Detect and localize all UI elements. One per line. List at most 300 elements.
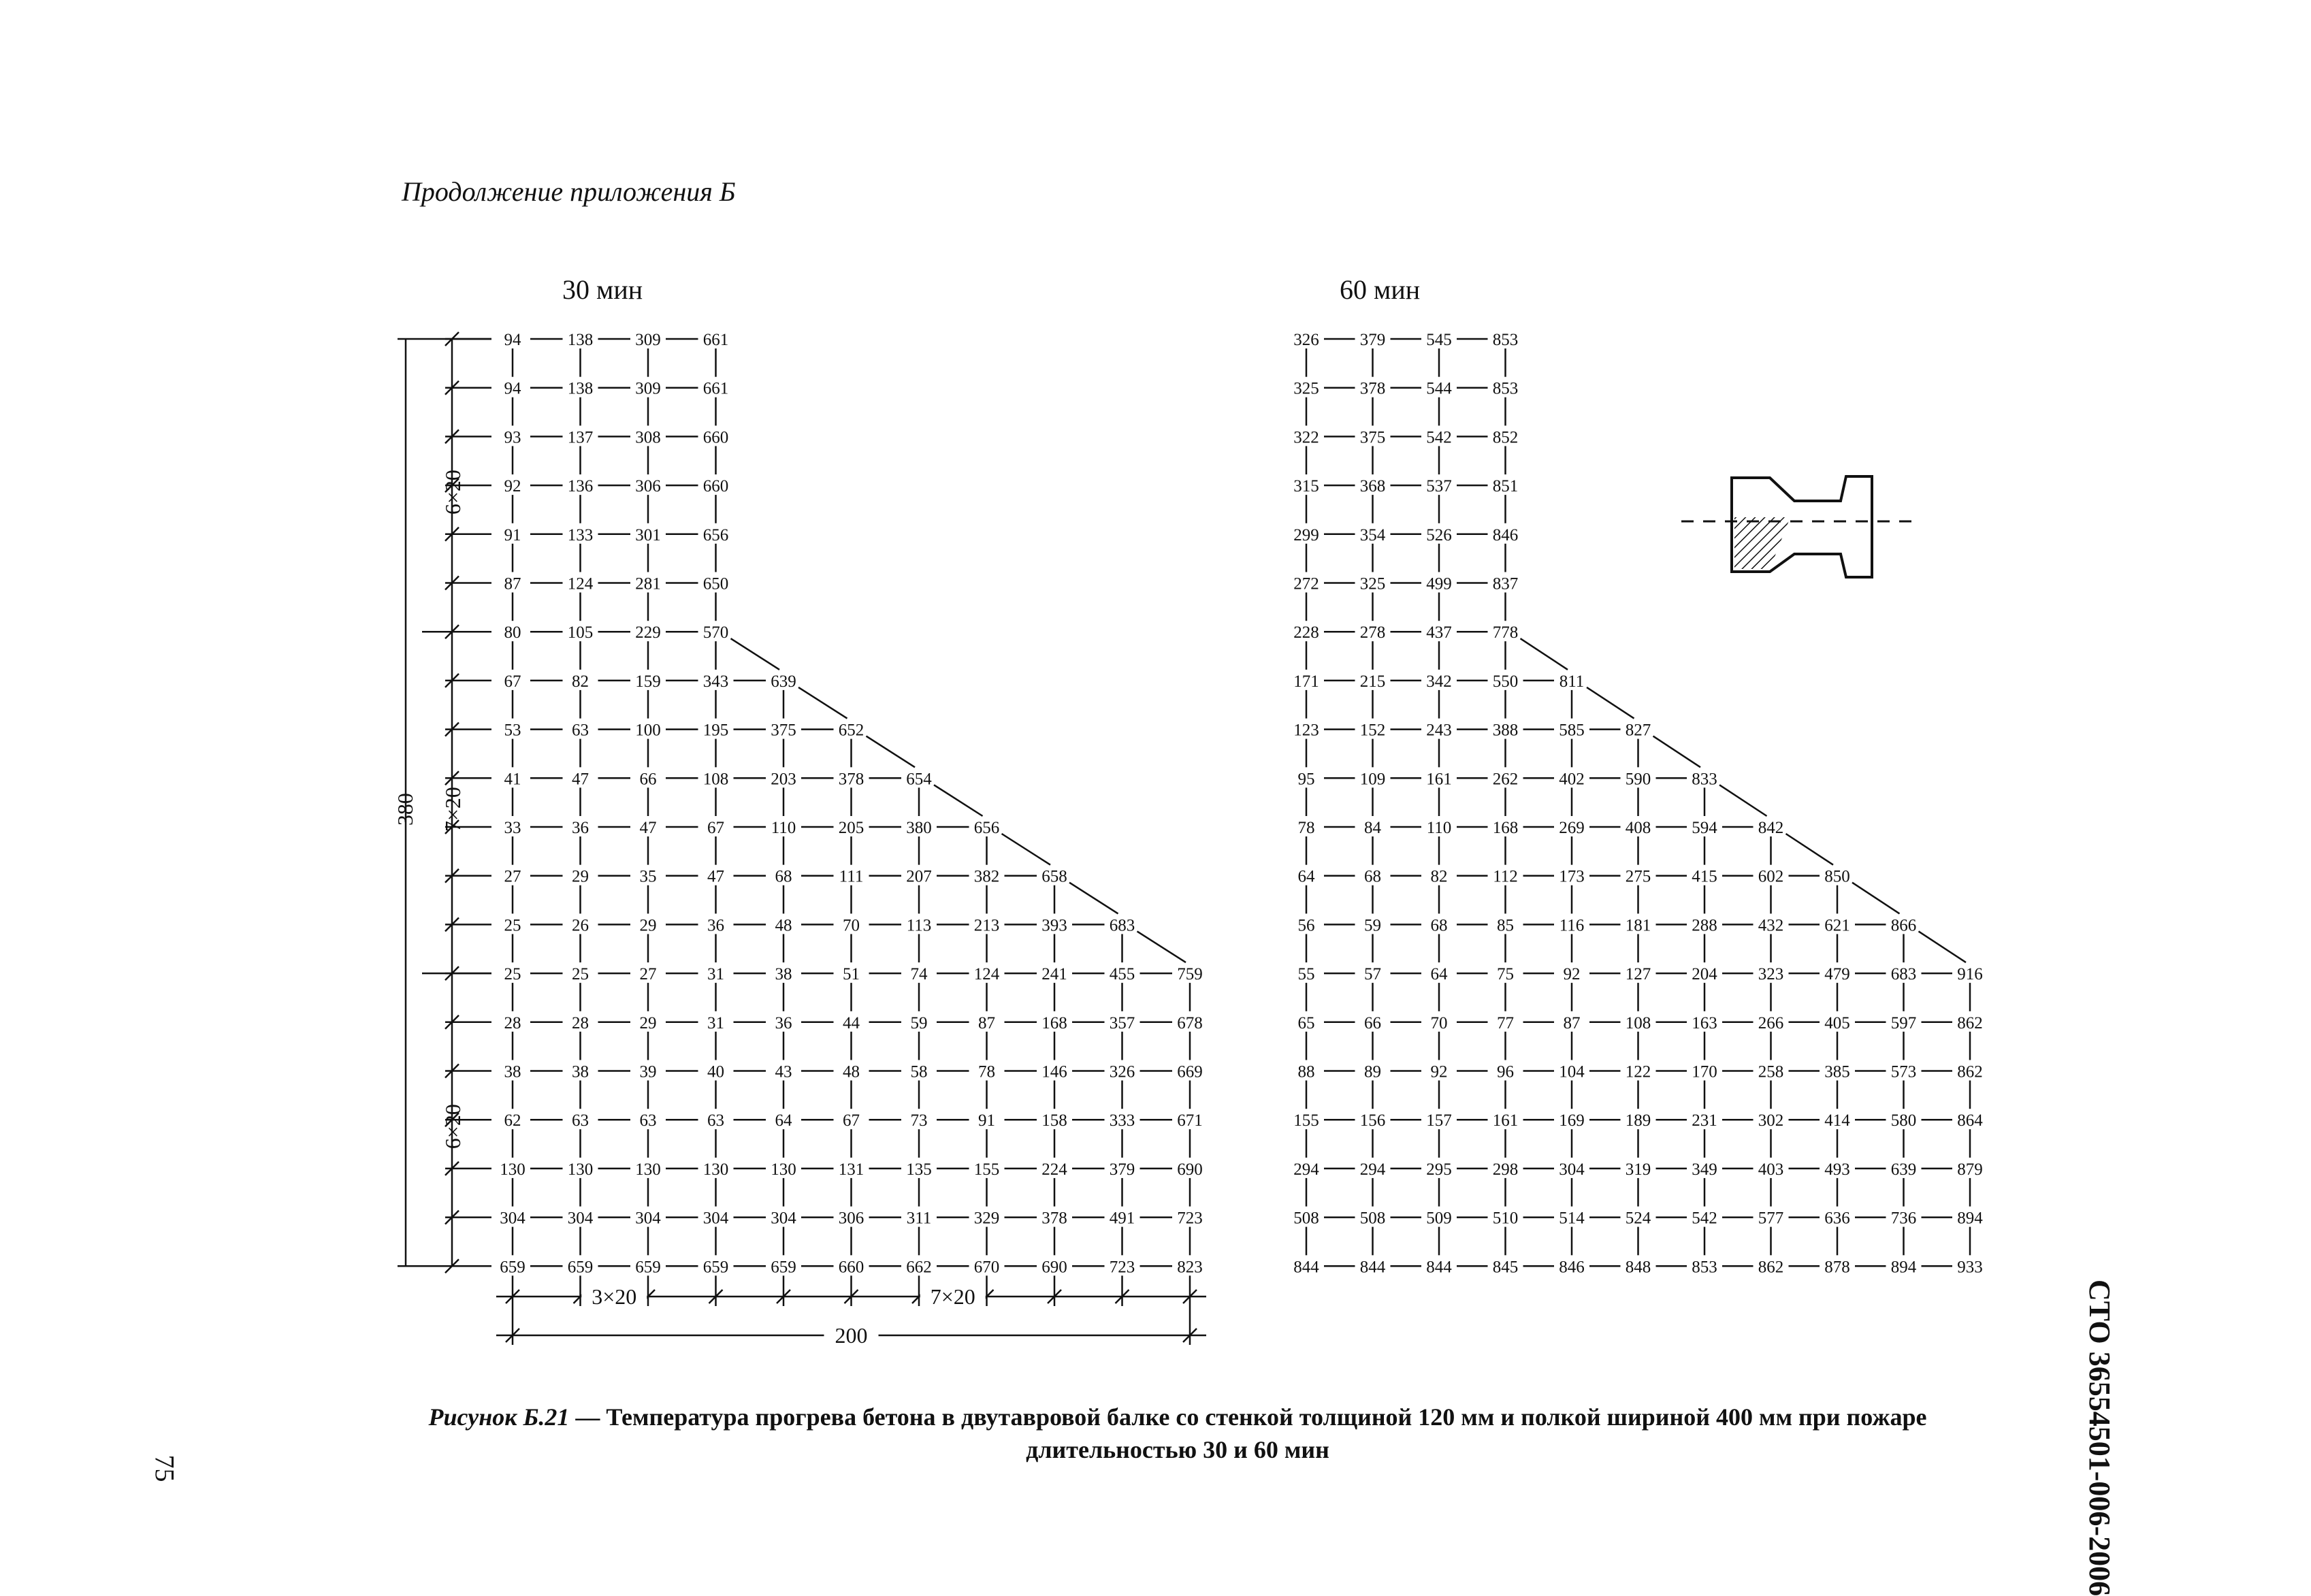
grid30-cell-value: 304	[635, 1209, 661, 1228]
panel-60-title: 60 мин	[1340, 274, 1421, 305]
grid30-cell-value: 660	[702, 428, 729, 447]
grid60-cell-value: 88	[1297, 1062, 1315, 1081]
grid30-cell-value: 661	[702, 379, 729, 398]
grid30-cell-value: 670	[973, 1258, 1000, 1277]
grid30-cell-value: 146	[1041, 1062, 1067, 1081]
grid30-cell-value: 70	[843, 916, 860, 935]
grid60-cell-value: 295	[1426, 1160, 1452, 1179]
dim-label-flange-width: 7×20	[930, 1284, 975, 1309]
grid30-cell-value: 224	[1041, 1160, 1067, 1179]
grid30-cell-value: 31	[707, 965, 724, 984]
grid60-cell-value: 181	[1625, 916, 1651, 935]
grid60-cell-value: 110	[1426, 819, 1452, 837]
grid60-cell-value: 84	[1364, 819, 1381, 837]
page-number: 75	[149, 1454, 180, 1482]
grid30-cell-value: 660	[838, 1258, 864, 1277]
grid30-cell-value: 690	[1177, 1160, 1203, 1179]
grid60-cell-value: 811	[1559, 672, 1585, 691]
grid60-cell-value: 639	[1890, 1160, 1917, 1179]
grid60-cell-value: 862	[1758, 1258, 1784, 1277]
grid60-cell-value: 325	[1293, 379, 1319, 398]
grid60-cell-value: 388	[1492, 721, 1519, 740]
grid30-cell-value: 304	[771, 1209, 796, 1228]
grid30-cell-value: 823	[1177, 1258, 1203, 1277]
grid30-cell-value: 28	[504, 1013, 521, 1032]
grid30-cell-value: 27	[639, 965, 657, 984]
grid30-cell-value: 111	[839, 867, 864, 886]
grid30-cell-value: 375	[771, 721, 796, 740]
grid30-cell-value: 108	[702, 770, 729, 789]
grid30-cell-value: 650	[702, 574, 729, 593]
grid30-cell-value: 138	[567, 379, 594, 398]
grid30-cell-value: 29	[572, 867, 589, 886]
grid30-cell-value: 639	[771, 672, 796, 691]
grid60-cell-value: 602	[1758, 867, 1784, 886]
grid60-cell-value: 269	[1559, 819, 1585, 837]
grid60-cell-value: 70	[1430, 1013, 1448, 1032]
grid30-cell-value: 136	[567, 477, 594, 496]
grid60-cell-value: 403	[1758, 1160, 1784, 1179]
grid60-cell-value: 894	[1890, 1258, 1917, 1277]
grid30-cell-value: 40	[707, 1062, 724, 1081]
grid30-diag-connector	[798, 687, 847, 719]
grid30-cell-value: 36	[775, 1013, 792, 1032]
grid30-cell-value: 105	[567, 623, 594, 642]
caption-label: Рисунок Б.21	[428, 1403, 570, 1431]
grid30-cell-value: 671	[1177, 1111, 1203, 1130]
grid30-cell-value: 64	[775, 1111, 792, 1130]
grid30-cell-value: 94	[504, 331, 521, 349]
grid30-cell-value: 92	[504, 477, 521, 496]
grid60-cell-value: 378	[1359, 379, 1386, 398]
grid60-cell-value: 508	[1359, 1209, 1386, 1228]
grid60-cell-value: 57	[1364, 965, 1381, 984]
grid60-cell-value: 104	[1559, 1062, 1585, 1081]
grid60-cell-value: 169	[1559, 1111, 1585, 1130]
grid60-cell-value: 302	[1758, 1111, 1784, 1130]
grid60-cell-value: 116	[1559, 916, 1585, 935]
grid60-cell-value: 266	[1758, 1013, 1784, 1032]
grid60-cell-value: 850	[1824, 867, 1850, 886]
grid60-cell-value: 379	[1359, 331, 1386, 349]
grid60-cell-value: 833	[1692, 770, 1717, 789]
grid60-cell-value: 78	[1297, 819, 1315, 837]
grid30-cell-value: 656	[702, 525, 729, 544]
grid60-cell-value: 827	[1625, 721, 1651, 740]
grid30-cell-value: 74	[910, 965, 928, 984]
grid60-cell-value: 92	[1430, 1062, 1448, 1081]
grid60-diag-connector	[1852, 883, 1900, 914]
grid60-cell-value: 845	[1492, 1258, 1519, 1277]
grid30-cell-value: 659	[771, 1258, 796, 1277]
grid60-cell-value: 878	[1824, 1258, 1850, 1277]
grid60-cell-value: 437	[1426, 623, 1452, 642]
grid60-cell-value: 778	[1492, 623, 1519, 642]
grid30-cell-value: 47	[707, 867, 724, 886]
grid30-cell-value: 63	[572, 721, 589, 740]
grid60-cell-value: 77	[1497, 1013, 1514, 1032]
grid30-cell-value: 58	[910, 1062, 928, 1081]
grid30-cell-value: 48	[775, 916, 792, 935]
grid60-cell-value: 862	[1957, 1013, 1983, 1032]
grid30-cell-value: 38	[572, 1062, 589, 1081]
grid60-cell-value: 275	[1625, 867, 1651, 886]
grid30-cell-value: 205	[838, 819, 864, 837]
grid60-cell-value: 163	[1692, 1013, 1717, 1032]
grid30-cell-value: 28	[572, 1013, 589, 1032]
grid60-diag-connector	[1919, 931, 1967, 962]
grid60-cell-value: 109	[1359, 770, 1386, 789]
grid30-cell-value: 659	[702, 1258, 729, 1277]
grid60-cell-value: 325	[1359, 574, 1386, 593]
grid-60-min	[1293, 331, 1983, 1276]
grid60-cell-value: 402	[1559, 770, 1585, 789]
grid60-cell-value: 621	[1824, 916, 1850, 935]
grid30-cell-value: 53	[504, 721, 521, 740]
grid60-cell-value: 92	[1563, 965, 1581, 984]
grid60-cell-value: 323	[1758, 965, 1784, 984]
grid60-cell-value: 68	[1364, 867, 1381, 886]
grid60-cell-value: 262	[1492, 770, 1519, 789]
grid60-cell-value: 354	[1359, 525, 1386, 544]
grid30-cell-value: 130	[567, 1160, 594, 1179]
grid30-cell-value: 67	[504, 672, 521, 691]
grid60-cell-value: 537	[1426, 477, 1452, 496]
grid30-cell-value: 195	[702, 721, 729, 740]
grid30-cell-value: 62	[504, 1111, 521, 1130]
grid60-cell-value: 514	[1559, 1209, 1585, 1228]
grid30-cell-value: 35	[639, 867, 657, 886]
grid60-cell-value: 112	[1493, 867, 1518, 886]
grid60-cell-value: 161	[1492, 1111, 1519, 1130]
grid30-cell-value: 329	[973, 1209, 1000, 1228]
dim-label-bottom-block: 6×20	[440, 1104, 465, 1150]
grid30-cell-value: 455	[1109, 965, 1135, 984]
grid60-cell-value: 415	[1692, 867, 1717, 886]
grid60-cell-value: 636	[1824, 1209, 1850, 1228]
grid30-cell-value: 78	[978, 1062, 995, 1081]
grid30-cell-value: 137	[567, 428, 594, 447]
grid60-cell-value: 844	[1293, 1258, 1319, 1277]
grid60-cell-value: 66	[1364, 1013, 1381, 1032]
grid30-cell-value: 723	[1109, 1258, 1135, 1277]
grid60-cell-value: 56	[1297, 916, 1315, 935]
grid60-cell-value: 299	[1293, 525, 1319, 544]
grid60-cell-value: 258	[1758, 1062, 1784, 1081]
grid60-cell-value: 152	[1359, 721, 1386, 740]
grid60-cell-value: 852	[1492, 428, 1519, 447]
grid30-cell-value: 91	[978, 1111, 995, 1130]
grid30-cell-value: 662	[906, 1258, 932, 1277]
grid30-diag-connector	[1002, 834, 1051, 865]
grid30-cell-value: 47	[572, 770, 589, 789]
grid60-diag-connector	[1719, 785, 1767, 816]
grid60-cell-value: 95	[1297, 770, 1315, 789]
grid30-diag-connector	[934, 785, 983, 816]
grid60-cell-value: 862	[1957, 1062, 1983, 1081]
grid60-diag-connector	[1786, 834, 1834, 865]
grid60-diag-connector	[1653, 736, 1701, 768]
grid60-cell-value: 278	[1359, 623, 1386, 642]
grid30-cell-value: 59	[910, 1013, 928, 1032]
grid60-cell-value: 75	[1497, 965, 1514, 984]
grid60-cell-value: 846	[1492, 525, 1519, 544]
grid30-cell-value: 63	[707, 1111, 724, 1130]
grid30-cell-value: 308	[635, 428, 661, 447]
grid60-cell-value: 319	[1625, 1160, 1651, 1179]
grid30-cell-value: 38	[504, 1062, 521, 1081]
grid30-cell-value: 39	[639, 1062, 657, 1081]
grid60-cell-value: 408	[1625, 819, 1651, 837]
grid30-cell-value: 661	[702, 331, 729, 349]
grid30-cell-value: 660	[702, 477, 729, 496]
grid30-cell-value: 130	[500, 1160, 526, 1179]
grid30-cell-value: 213	[973, 916, 1000, 935]
grid30-cell-value: 309	[635, 331, 661, 349]
grid30-cell-value: 113	[906, 916, 932, 935]
grid30-cell-value: 130	[771, 1160, 796, 1179]
grid30-cell-value: 207	[906, 867, 932, 886]
grid30-cell-value: 659	[567, 1258, 594, 1277]
grid60-cell-value: 85	[1497, 916, 1514, 935]
grid30-cell-value: 80	[504, 623, 521, 642]
grid30-cell-value: 44	[843, 1013, 860, 1032]
grid30-cell-value: 669	[1177, 1062, 1203, 1081]
grid30-cell-value: 678	[1177, 1013, 1203, 1032]
grid30-cell-value: 91	[504, 525, 521, 544]
grid30-cell-value: 159	[635, 672, 661, 691]
grid60-cell-value: 122	[1625, 1062, 1651, 1081]
grid30-cell-value: 87	[504, 574, 521, 593]
grid60-cell-value: 837	[1492, 574, 1519, 593]
grid60-cell-value: 157	[1426, 1111, 1452, 1130]
grid60-cell-value: 846	[1559, 1258, 1585, 1277]
grid30-cell-value: 393	[1041, 916, 1067, 935]
grid60-diag-connector	[1521, 638, 1568, 670]
grid60-cell-value: 545	[1426, 331, 1452, 349]
grid60-cell-value: 288	[1692, 916, 1717, 935]
grid60-cell-value: 368	[1359, 477, 1386, 496]
grid60-cell-value: 499	[1426, 574, 1452, 593]
grid30-cell-value: 48	[843, 1062, 860, 1081]
grid30-cell-value: 311	[906, 1209, 932, 1228]
grid60-cell-value: 853	[1492, 379, 1519, 398]
grid60-cell-value: 204	[1692, 965, 1717, 984]
grid60-cell-value: 851	[1492, 477, 1519, 496]
grid60-cell-value: 326	[1293, 331, 1319, 349]
grid60-cell-value: 405	[1824, 1013, 1850, 1032]
grid60-cell-value: 573	[1890, 1062, 1917, 1081]
grid60-cell-value: 65	[1297, 1013, 1315, 1032]
grid30-cell-value: 326	[1109, 1062, 1135, 1081]
grid60-cell-value: 432	[1758, 916, 1784, 935]
grid60-cell-value: 577	[1758, 1209, 1784, 1228]
grid30-cell-value: 723	[1177, 1209, 1203, 1228]
grid60-cell-value: 171	[1293, 672, 1319, 691]
grid30-cell-value: 656	[973, 819, 1000, 837]
grid30-cell-value: 36	[572, 819, 589, 837]
grid60-cell-value: 524	[1625, 1209, 1651, 1228]
grid60-cell-value: 479	[1824, 965, 1850, 984]
grid60-cell-value: 848	[1625, 1258, 1651, 1277]
grid30-cell-value: 759	[1177, 965, 1203, 984]
grid30-cell-value: 67	[843, 1111, 860, 1130]
grid60-cell-value: 304	[1559, 1160, 1585, 1179]
grid60-cell-value: 108	[1625, 1013, 1651, 1032]
grid30-cell-value: 491	[1109, 1209, 1135, 1228]
grid30-cell-value: 124	[567, 574, 594, 593]
grid30-cell-value: 93	[504, 428, 521, 447]
document-code: СТО 36554501-006-2006	[2083, 1280, 2116, 1596]
grid60-cell-value: 385	[1824, 1062, 1850, 1081]
grid30-cell-value: 138	[567, 331, 594, 349]
grid60-cell-value: 123	[1293, 721, 1319, 740]
grid30-cell-value: 304	[500, 1209, 526, 1228]
grid30-cell-value: 343	[702, 672, 729, 691]
grid30-cell-value: 38	[775, 965, 792, 984]
grid30-cell-value: 155	[973, 1160, 1000, 1179]
grid30-cell-value: 683	[1109, 916, 1135, 935]
panel-30-title: 30 мин	[562, 274, 643, 305]
grid60-cell-value: 155	[1293, 1111, 1319, 1130]
grid60-cell-value: 375	[1359, 428, 1386, 447]
grid60-cell-value: 508	[1293, 1209, 1319, 1228]
grid60-cell-value: 916	[1957, 965, 1983, 984]
figure-caption	[381, 1401, 1974, 1466]
grid30-cell-value: 130	[635, 1160, 661, 1179]
grid-30-min	[500, 331, 1203, 1276]
grid30-cell-value: 659	[500, 1258, 526, 1277]
grid30-cell-value: 378	[1041, 1209, 1067, 1228]
grid30-cell-value: 87	[978, 1013, 995, 1032]
grid60-cell-value: 168	[1492, 819, 1519, 837]
grid60-cell-value: 87	[1563, 1013, 1581, 1032]
grid30-diag-connector	[1137, 931, 1186, 962]
grid30-cell-value: 29	[639, 1013, 657, 1032]
grid60-cell-value: 96	[1497, 1062, 1514, 1081]
grid60-cell-value: 594	[1692, 819, 1717, 837]
grid60-cell-value: 864	[1957, 1111, 1983, 1130]
grid30-cell-value: 67	[707, 819, 724, 837]
grid60-cell-value: 161	[1426, 770, 1452, 789]
grid60-cell-value: 342	[1426, 672, 1452, 691]
grid60-cell-value: 866	[1890, 916, 1917, 935]
grid60-cell-value: 590	[1625, 770, 1651, 789]
grid60-cell-value: 59	[1364, 916, 1381, 935]
grid60-cell-value: 894	[1957, 1209, 1983, 1228]
grid30-cell-value: 306	[635, 477, 661, 496]
grid60-cell-value: 228	[1293, 623, 1319, 642]
grid60-cell-value: 55	[1297, 965, 1315, 984]
grid30-cell-value: 281	[635, 574, 661, 593]
grid60-cell-value: 89	[1364, 1062, 1381, 1081]
grid30-cell-value: 158	[1041, 1111, 1067, 1130]
grid60-cell-value: 272	[1293, 574, 1319, 593]
grid30-cell-value: 304	[702, 1209, 729, 1228]
grid30-cell-value: 333	[1109, 1111, 1135, 1130]
grid30-cell-value: 41	[504, 770, 521, 789]
grid60-cell-value: 509	[1426, 1209, 1452, 1228]
grid30-cell-value: 73	[910, 1111, 928, 1130]
grid30-cell-value: 26	[572, 916, 589, 935]
grid30-cell-value: 654	[906, 770, 932, 789]
grid30-cell-value: 43	[775, 1062, 792, 1081]
grid30-cell-value: 82	[572, 672, 589, 691]
grid60-cell-value: 550	[1492, 672, 1519, 691]
grid30-cell-value: 652	[838, 721, 864, 740]
grid60-cell-value: 933	[1957, 1258, 1983, 1277]
grid60-cell-value: 68	[1430, 916, 1448, 935]
dim-label-total-width: 200	[835, 1323, 868, 1348]
grid30-cell-value: 131	[838, 1160, 864, 1179]
grid60-cell-value: 879	[1957, 1160, 1983, 1179]
grid30-cell-value: 241	[1041, 965, 1067, 984]
grid30-cell-value: 229	[635, 623, 661, 642]
grid60-cell-value: 243	[1426, 721, 1452, 740]
grid60-cell-value: 683	[1890, 965, 1917, 984]
grid30-cell-value: 33	[504, 819, 521, 837]
grid30-cell-value: 51	[843, 965, 860, 984]
grid60-cell-value: 349	[1692, 1160, 1717, 1179]
grid30-cell-value: 25	[504, 965, 521, 984]
grid30-cell-value: 66	[639, 770, 657, 789]
grid60-cell-value: 64	[1430, 965, 1448, 984]
grid60-cell-value: 414	[1824, 1111, 1850, 1130]
grid30-cell-value: 94	[504, 379, 521, 398]
caption-text: — Температура прогрева бетона в двутавровой балке со стенкой толщиной 120 мм и полкой шириной 400 мм при пожаре длительностью 30 и 60 мин	[569, 1403, 1927, 1463]
grid30-cell-value: 379	[1109, 1160, 1135, 1179]
grid30-cell-value: 31	[707, 1013, 724, 1032]
grid60-cell-value: 580	[1890, 1111, 1917, 1130]
grid60-cell-value: 544	[1426, 379, 1452, 398]
grid30-cell-value: 382	[973, 867, 1000, 886]
grid60-cell-value: 844	[1426, 1258, 1452, 1277]
dim-label-middle-block: 7×20	[440, 787, 465, 832]
grid60-diag-connector	[1587, 687, 1634, 719]
grid60-cell-value: 842	[1758, 819, 1784, 837]
grid30-cell-value: 658	[1041, 867, 1067, 886]
grid30-cell-value: 133	[567, 525, 594, 544]
grid30-cell-value: 570	[702, 623, 729, 642]
grid60-cell-value: 736	[1890, 1209, 1917, 1228]
grid30-cell-value: 47	[639, 819, 657, 837]
grid30-cell-value: 357	[1109, 1013, 1135, 1032]
beam-section-icon	[1681, 476, 1913, 577]
dim-label-total-height: 380	[393, 793, 417, 826]
grid60-cell-value: 231	[1692, 1111, 1717, 1130]
grid30-cell-value: 29	[639, 916, 657, 935]
grid30-cell-value: 27	[504, 867, 521, 886]
grid30-cell-value: 130	[702, 1160, 729, 1179]
grid60-cell-value: 493	[1824, 1160, 1850, 1179]
appendix-header: Продолжение приложения Б	[402, 176, 736, 207]
grid60-cell-value: 322	[1293, 428, 1319, 447]
grid30-cell-value: 100	[635, 721, 661, 740]
grid60-cell-value: 510	[1492, 1209, 1519, 1228]
grid60-cell-value: 156	[1359, 1111, 1386, 1130]
grid30-diag-connector	[1069, 883, 1118, 914]
grid30-cell-value: 203	[771, 770, 796, 789]
grid60-cell-value: 294	[1359, 1160, 1386, 1179]
grid60-cell-value: 315	[1293, 477, 1319, 496]
grid30-cell-value: 135	[906, 1160, 932, 1179]
grid30-cell-value: 380	[906, 819, 932, 837]
grid60-cell-value: 844	[1359, 1258, 1386, 1277]
grid60-cell-value: 542	[1692, 1209, 1717, 1228]
grid30-cell-value: 36	[707, 916, 724, 935]
grid30-diag-connector	[867, 736, 916, 768]
grid30-cell-value: 25	[504, 916, 521, 935]
